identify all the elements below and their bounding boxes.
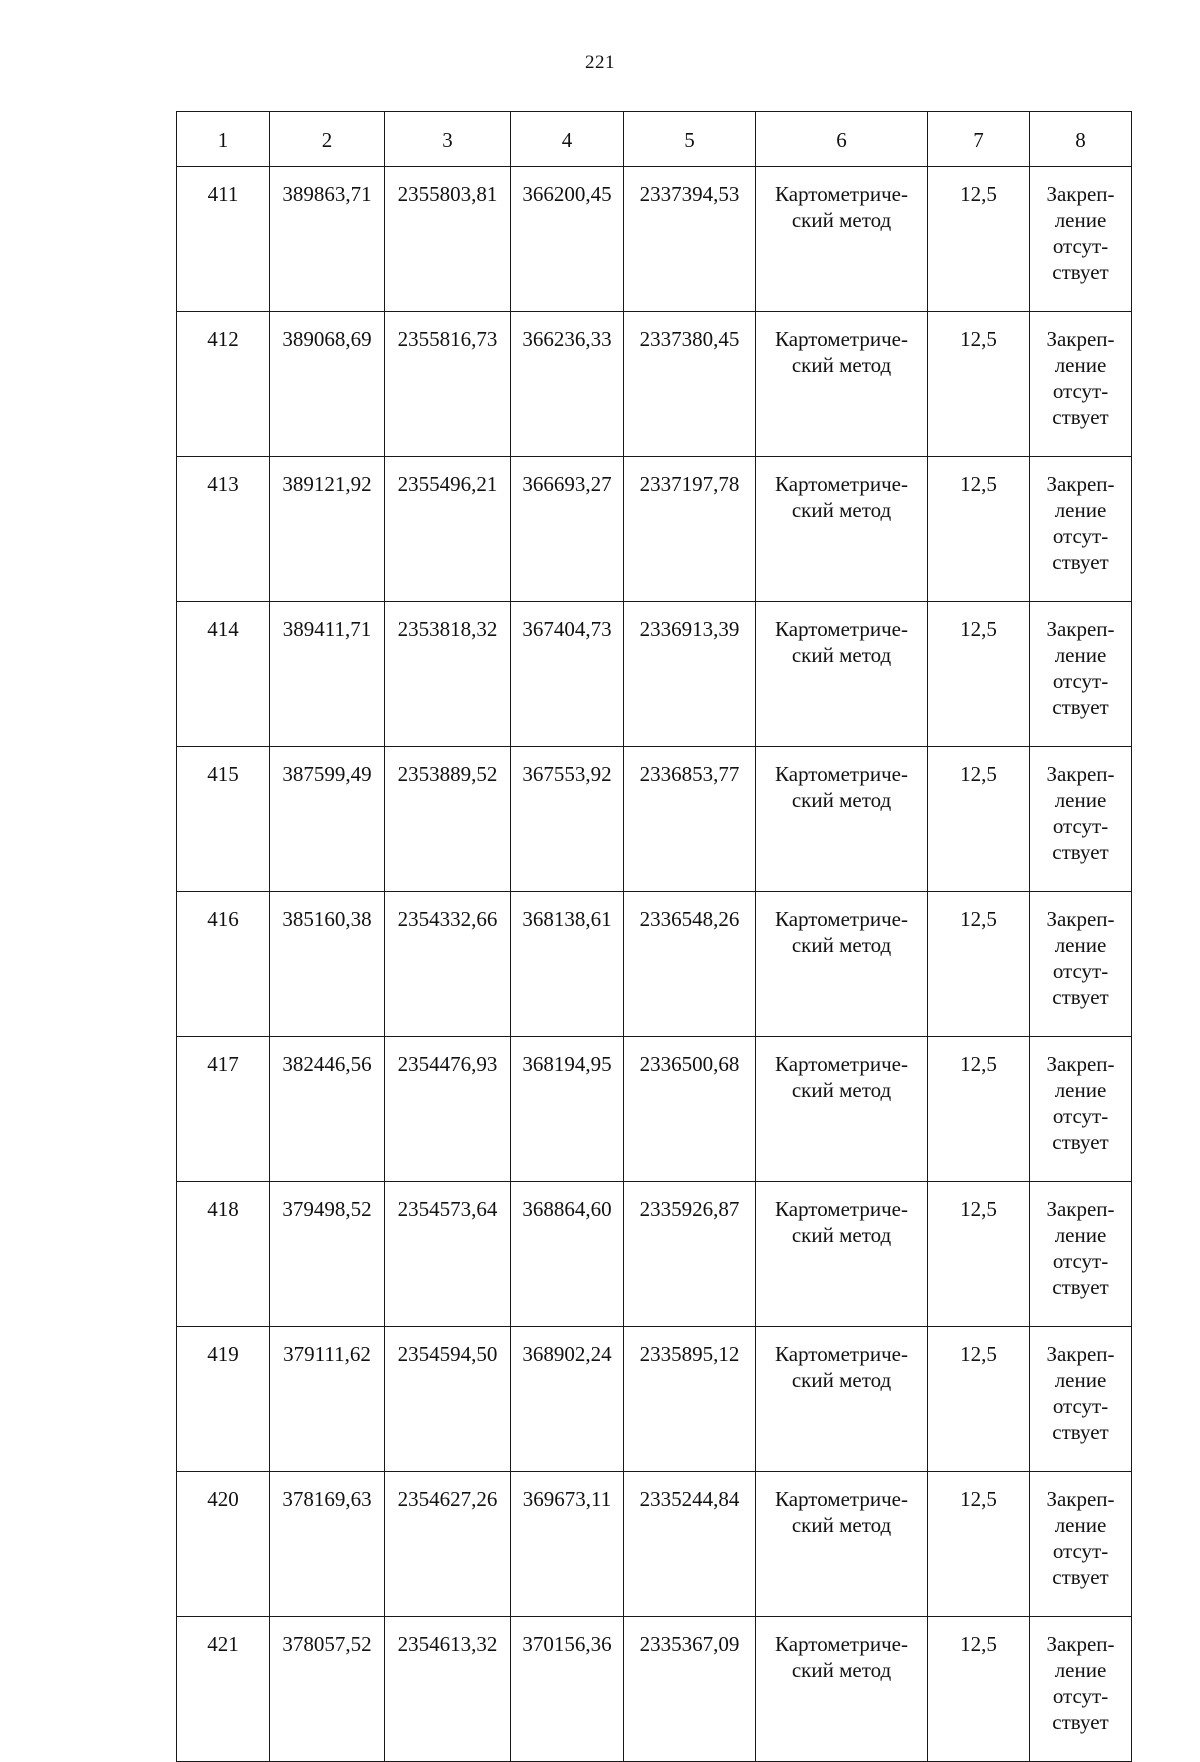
- x-coord-1-cell: 387599,49: [270, 747, 385, 892]
- cell-text-line: Закреп-: [1046, 1197, 1115, 1221]
- coordinates-table: [176, 111, 1132, 1762]
- table-body: [177, 112, 1132, 1762]
- x-coord-2-cell: 367404,73: [511, 602, 624, 747]
- table-row: [177, 312, 1132, 457]
- header-cell-col-1: 1: [177, 112, 270, 167]
- x-coord-1-cell: 389068,69: [270, 312, 385, 457]
- method-cell: [756, 1472, 928, 1617]
- x-coord-2-cell: 366200,45: [511, 167, 624, 312]
- x-coord-2-cell: 368902,24: [511, 1327, 624, 1472]
- cell-text-line: ский метод: [791, 353, 892, 377]
- cell-text-line: Закреп-: [1046, 472, 1115, 496]
- y-coord-2-cell: 2335367,09: [624, 1617, 756, 1762]
- y-coord-1-cell: 2355803,81: [385, 167, 511, 312]
- y-coord-1-cell: 2354476,93: [385, 1037, 511, 1182]
- y-coord-2-cell: 2335895,12: [624, 1327, 756, 1472]
- cell-text-line: ствует: [1052, 840, 1109, 864]
- fixation-cell: [1030, 1327, 1132, 1472]
- table-row: [177, 1617, 1132, 1762]
- cell-text-line: ский метод: [791, 208, 892, 232]
- y-coord-2-cell: 2336913,39: [624, 602, 756, 747]
- table-row: [177, 167, 1132, 312]
- point-number-cell: 415: [177, 747, 270, 892]
- table-header-row: [177, 112, 1132, 167]
- fixation-cell: [1030, 457, 1132, 602]
- y-coord-1-cell: 2355496,21: [385, 457, 511, 602]
- x-coord-1-cell: 385160,38: [270, 892, 385, 1037]
- cell-text-line: ствует: [1052, 260, 1109, 284]
- method-cell: [756, 1617, 928, 1762]
- x-coord-1-cell: 389121,92: [270, 457, 385, 602]
- method-cell: [756, 1182, 928, 1327]
- point-number-cell: 413: [177, 457, 270, 602]
- x-coord-1-cell: 378057,52: [270, 1617, 385, 1762]
- method-cell: [756, 892, 928, 1037]
- cell-text-line: Закреп-: [1046, 182, 1115, 206]
- fixation-cell: [1030, 1037, 1132, 1182]
- cell-text-line: ский метод: [791, 1223, 892, 1247]
- cell-text-line: ление: [1054, 353, 1107, 377]
- cell-text-line: Закреп-: [1046, 1052, 1115, 1076]
- header-cell-col-5: 5: [624, 112, 756, 167]
- cell-text-line: Закреп-: [1046, 1632, 1115, 1656]
- cell-text-line: Закреп-: [1046, 617, 1115, 641]
- fixation-cell: [1030, 167, 1132, 312]
- cell-text-line: ствует: [1052, 405, 1109, 429]
- cell-text-line: ствует: [1052, 695, 1109, 719]
- cell-text-line: ский метод: [791, 1658, 892, 1682]
- y-coord-2-cell: 2336853,77: [624, 747, 756, 892]
- x-coord-2-cell: 369673,11: [511, 1472, 624, 1617]
- x-coord-2-cell: 368194,95: [511, 1037, 624, 1182]
- accuracy-cell: 12,5: [928, 892, 1030, 1037]
- cell-text-line: ление: [1054, 788, 1107, 812]
- cell-text-line: отсут-: [1052, 524, 1109, 548]
- y-coord-2-cell: 2335926,87: [624, 1182, 756, 1327]
- accuracy-cell: 12,5: [928, 1327, 1030, 1472]
- cell-text-line: ление: [1054, 208, 1107, 232]
- table-row: [177, 892, 1132, 1037]
- cell-text-line: ствует: [1052, 1420, 1109, 1444]
- y-coord-1-cell: 2354594,50: [385, 1327, 511, 1472]
- cell-text-line: ление: [1054, 1513, 1107, 1537]
- table-row: [177, 1182, 1132, 1327]
- y-coord-1-cell: 2354627,26: [385, 1472, 511, 1617]
- point-number-cell: 414: [177, 602, 270, 747]
- fixation-cell: [1030, 602, 1132, 747]
- accuracy-cell: 12,5: [928, 1472, 1030, 1617]
- table-row: [177, 1037, 1132, 1182]
- point-number-cell: 416: [177, 892, 270, 1037]
- fixation-cell: [1030, 1472, 1132, 1617]
- method-cell: [756, 457, 928, 602]
- cell-text-line: Закреп-: [1046, 327, 1115, 351]
- cell-text-line: ление: [1054, 1368, 1107, 1392]
- cell-text-line: Закреп-: [1046, 1342, 1115, 1366]
- accuracy-cell: 12,5: [928, 747, 1030, 892]
- point-number-cell: 418: [177, 1182, 270, 1327]
- table-row: [177, 747, 1132, 892]
- y-coord-1-cell: 2355816,73: [385, 312, 511, 457]
- x-coord-2-cell: 367553,92: [511, 747, 624, 892]
- method-cell: [756, 747, 928, 892]
- accuracy-cell: 12,5: [928, 167, 1030, 312]
- page-number: 221: [585, 52, 615, 73]
- cell-text-line: ский метод: [791, 1513, 892, 1537]
- cell-text-line: ский метод: [791, 1078, 892, 1102]
- point-number-cell: 411: [177, 167, 270, 312]
- cell-text-line: отсут-: [1052, 814, 1109, 838]
- y-coord-2-cell: 2337197,78: [624, 457, 756, 602]
- cell-text-line: отсут-: [1052, 234, 1109, 258]
- point-number-cell: 419: [177, 1327, 270, 1472]
- cell-text-line: отсут-: [1052, 1104, 1109, 1128]
- y-coord-1-cell: 2354332,66: [385, 892, 511, 1037]
- table-row: [177, 1327, 1132, 1472]
- point-number-cell: 420: [177, 1472, 270, 1617]
- cell-text-line: ление: [1054, 1223, 1107, 1247]
- cell-text-line: Закреп-: [1046, 762, 1115, 786]
- cell-text-line: ский метод: [791, 643, 892, 667]
- method-cell: [756, 602, 928, 747]
- y-coord-2-cell: 2337394,53: [624, 167, 756, 312]
- cell-text-line: ствует: [1052, 1275, 1109, 1299]
- method-cell: [756, 312, 928, 457]
- table-row: [177, 602, 1132, 747]
- header-cell-col-6: 6: [756, 112, 928, 167]
- cell-text-line: ление: [1054, 933, 1107, 957]
- method-cell: [756, 1327, 928, 1472]
- cell-text-line: Картометриче-: [775, 182, 908, 206]
- y-coord-1-cell: 2354573,64: [385, 1182, 511, 1327]
- cell-text-line: ствует: [1052, 985, 1109, 1009]
- accuracy-cell: 12,5: [928, 602, 1030, 747]
- cell-text-line: отсут-: [1052, 669, 1109, 693]
- y-coord-1-cell: 2354613,32: [385, 1617, 511, 1762]
- accuracy-cell: 12,5: [928, 457, 1030, 602]
- cell-text-line: ление: [1054, 1078, 1107, 1102]
- point-number-cell: 412: [177, 312, 270, 457]
- cell-text-line: отсут-: [1052, 379, 1109, 403]
- x-coord-1-cell: 378169,63: [270, 1472, 385, 1617]
- header-cell-col-7: 7: [928, 112, 1030, 167]
- cell-text-line: Закреп-: [1046, 907, 1115, 931]
- header-cell-col-8: 8: [1030, 112, 1132, 167]
- fixation-cell: [1030, 1617, 1132, 1762]
- fixation-cell: [1030, 1182, 1132, 1327]
- cell-text-line: Картометриче-: [775, 1342, 908, 1366]
- cell-text-line: ский метод: [791, 498, 892, 522]
- cell-text-line: отсут-: [1052, 959, 1109, 983]
- accuracy-cell: 12,5: [928, 1182, 1030, 1327]
- accuracy-cell: 12,5: [928, 1037, 1030, 1182]
- header-cell-col-4: 4: [511, 112, 624, 167]
- header-cell-col-2: 2: [270, 112, 385, 167]
- x-coord-1-cell: 389863,71: [270, 167, 385, 312]
- cell-text-line: Картометриче-: [775, 327, 908, 351]
- cell-text-line: Картометриче-: [775, 907, 908, 931]
- cell-text-line: отсут-: [1052, 1249, 1109, 1273]
- fixation-cell: [1030, 892, 1132, 1037]
- y-coord-2-cell: 2336548,26: [624, 892, 756, 1037]
- table-row: [177, 457, 1132, 602]
- cell-text-line: Картометриче-: [775, 1052, 908, 1076]
- fixation-cell: [1030, 312, 1132, 457]
- point-number-cell: 421: [177, 1617, 270, 1762]
- x-coord-2-cell: 366236,33: [511, 312, 624, 457]
- cell-text-line: ствует: [1052, 550, 1109, 574]
- x-coord-1-cell: 379111,62: [270, 1327, 385, 1472]
- fixation-cell: [1030, 747, 1132, 892]
- cell-text-line: Закреп-: [1046, 1487, 1115, 1511]
- y-coord-2-cell: 2337380,45: [624, 312, 756, 457]
- cell-text-line: ствует: [1052, 1565, 1109, 1589]
- cell-text-line: отсут-: [1052, 1539, 1109, 1563]
- point-number-cell: 417: [177, 1037, 270, 1182]
- cell-text-line: ление: [1054, 643, 1107, 667]
- cell-text-line: ствует: [1052, 1130, 1109, 1154]
- x-coord-1-cell: 379498,52: [270, 1182, 385, 1327]
- cell-text-line: ление: [1054, 1658, 1107, 1682]
- header-cell-col-3: 3: [385, 112, 511, 167]
- x-coord-2-cell: 366693,27: [511, 457, 624, 602]
- method-cell: [756, 1037, 928, 1182]
- y-coord-1-cell: 2353818,32: [385, 602, 511, 747]
- cell-text-line: ский метод: [791, 933, 892, 957]
- x-coord-2-cell: 370156,36: [511, 1617, 624, 1762]
- cell-text-line: Картометриче-: [775, 1197, 908, 1221]
- accuracy-cell: 12,5: [928, 312, 1030, 457]
- accuracy-cell: 12,5: [928, 1617, 1030, 1762]
- cell-text-line: Картометриче-: [775, 762, 908, 786]
- table-row: [177, 1472, 1132, 1617]
- method-cell: [756, 167, 928, 312]
- y-coord-1-cell: 2353889,52: [385, 747, 511, 892]
- cell-text-line: ский метод: [791, 1368, 892, 1392]
- x-coord-2-cell: 368138,61: [511, 892, 624, 1037]
- cell-text-line: Картометриче-: [775, 472, 908, 496]
- cell-text-line: Картометриче-: [775, 1632, 908, 1656]
- cell-text-line: ский метод: [791, 788, 892, 812]
- cell-text-line: Картометриче-: [775, 617, 908, 641]
- x-coord-1-cell: 389411,71: [270, 602, 385, 747]
- cell-text-line: ствует: [1052, 1710, 1109, 1734]
- cell-text-line: ление: [1054, 498, 1107, 522]
- cell-text-line: отсут-: [1052, 1394, 1109, 1418]
- x-coord-1-cell: 382446,56: [270, 1037, 385, 1182]
- y-coord-2-cell: 2336500,68: [624, 1037, 756, 1182]
- cell-text-line: отсут-: [1052, 1684, 1109, 1708]
- y-coord-2-cell: 2335244,84: [624, 1472, 756, 1617]
- cell-text-line: Картометриче-: [775, 1487, 908, 1511]
- x-coord-2-cell: 368864,60: [511, 1182, 624, 1327]
